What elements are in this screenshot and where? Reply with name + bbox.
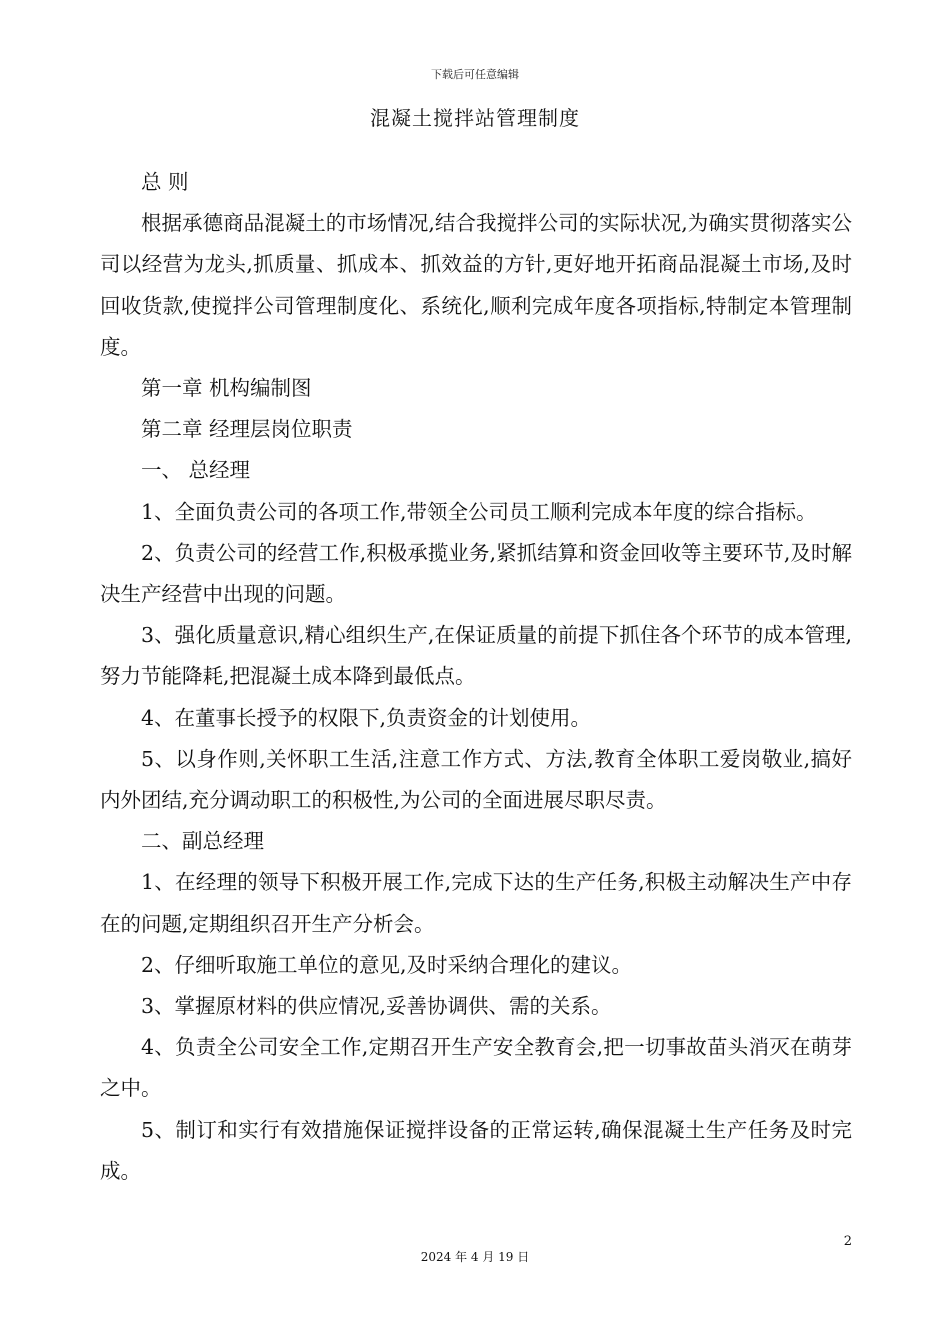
subsection-heading-general-manager: 一、 总经理 bbox=[141, 458, 251, 483]
list-item: 1、在经理的领导下积极开展工作,完成下达的生产任务,积极主动解决生产中存在的问题,定期组织召开生产分析会。 bbox=[100, 870, 852, 936]
list-item: 3、强化质量意识,精心组织生产,在保证质量的前提下抓住各个环节的成本管理,努力节能降耗,把混凝土成本降到最低点。 bbox=[100, 623, 852, 689]
chapter-heading-1: 第一章 机构编制图 bbox=[141, 376, 312, 401]
list-item: 5、制订和实行有效措施保证搅拌设备的正常运转,确保混凝土生产任务及时完成。 bbox=[100, 1117, 852, 1183]
header-note: 下载后可任意编辑 bbox=[431, 68, 519, 81]
list-item: 5、以身作则,关怀职工生活,注意工作方式、方法,教育全体职工爱岗敬业,搞好内外团结,充分调动职工的积极性,为公司的全面进展尽职尽责。 bbox=[100, 746, 852, 813]
footer-date: 2024 年 4 月 19 日 bbox=[420, 1250, 530, 1264]
list-item: 4、负责全公司安全工作,定期召开生产安全教育会,把一切事故苗头消灭在萌芽之中。 bbox=[100, 1035, 852, 1101]
chapter-heading-2: 第二章 经理层岗位职责 bbox=[141, 417, 353, 442]
page-number: 2 bbox=[843, 1234, 852, 1249]
list-item: 2、仔细听取施工单位的意见,及时采纳合理化的建议。 bbox=[141, 952, 633, 977]
subsection-heading-deputy-manager: 二、副总经理 bbox=[141, 829, 264, 854]
document-title: 混凝土搅拌站管理制度 bbox=[370, 106, 580, 130]
paragraph-intro: 根据承德商品混凝土的市场情况,结合我搅拌公司的实际状况,为确实贯彻落实公司以经营为龙头,抓质量、抓成本、抓效益的方针,更好地开拓商品混凝土市场,及时回收货款,使搅拌公司管理制度化、系统化,顺利完成年度各项指标,特制定本管理制度。 bbox=[100, 211, 852, 359]
list-item: 4、在董事长授予的权限下,负责资金的计划使用。 bbox=[141, 705, 592, 730]
list-item: 1、全面负责公司的各项工作,带领全公司员工顺利完成本年度的综合指标。 bbox=[141, 499, 817, 524]
list-item: 3、掌握原材料的供应情况,妥善协调供、需的关系。 bbox=[141, 994, 612, 1019]
list-item: 2、负责公司的经营工作,积极承揽业务,紧抓结算和资金回收等主要环节,及时解决生产经营中出现的问题。 bbox=[100, 540, 852, 607]
section-heading-general: 总 则 bbox=[141, 170, 189, 194]
document-body bbox=[100, 162, 852, 1192]
